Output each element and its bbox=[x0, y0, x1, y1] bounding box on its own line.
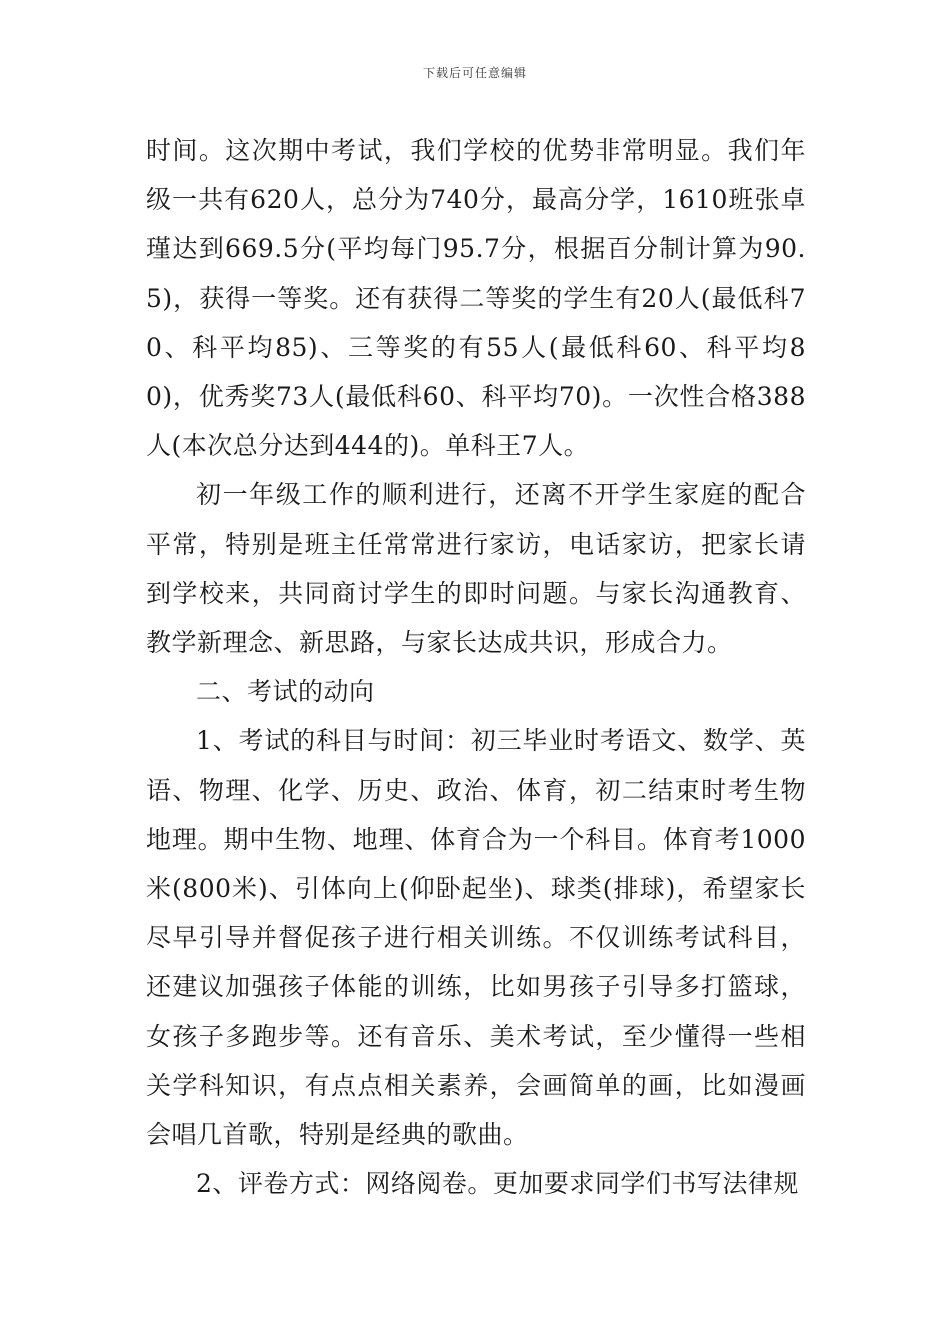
paragraph-exam-results: 时间。这次期中考试，我们学校的优势非常明显。我们年级一共有620人，总分为740分，最高分学，1610班张卓瑾达到669.5分(平均每门95.7分，根据百分制计算为90.5)，获得一等奖。还有获得二等奖的学生有20人(最低科70、科平均85)、三等奖的有55人(最低科60、科平均80)，优秀奖73人(最低科60、科平均70)。一次性合格388人(本次总分达到444的)。单科王7人。 bbox=[146, 136, 806, 461]
paragraph-grading-method: 2、评卷方式：网络阅卷。更加要求同学们书写法律规 bbox=[196, 1169, 799, 1199]
paragraph-exam-subjects: 1、考试的科目与时间：初三毕业时考语文、数学、英语、物理、化学、历史、政治、体育，初二结束时考生物地理。期中生物、地理、体育合为一个科目。体育考1000米(800米)、引体向上(仰卧起坐)、球类(排球)，希望家长尽早引导并督促孩子进行相关训练。不仅训练考试科目，还建议加强孩子体能的训练，比如男孩子引导多打篮球，女孩子多跑步等。还有音乐、美术考试，至少懂得一些相关学科知识，有点点相关素养，会画简单的画，比如漫画会唱几首歌，特别是经典的歌曲。 bbox=[146, 726, 806, 1150]
document-body bbox=[146, 126, 806, 1208]
paragraph-family-cooperation: 初一年级工作的顺利进行，还离不开学生家庭的配合平常，特别是班主任常常进行家访，电话家访，把家长请到学校来，共同商讨学生的即时问题。与家长沟通教育、教学新理念、新思路，与家长达成共识，形成合力。 bbox=[146, 480, 806, 658]
section-heading-exam-trends: 二、考试的动向 bbox=[196, 677, 375, 707]
page-header: 下载后可任意编辑 bbox=[422, 66, 527, 80]
